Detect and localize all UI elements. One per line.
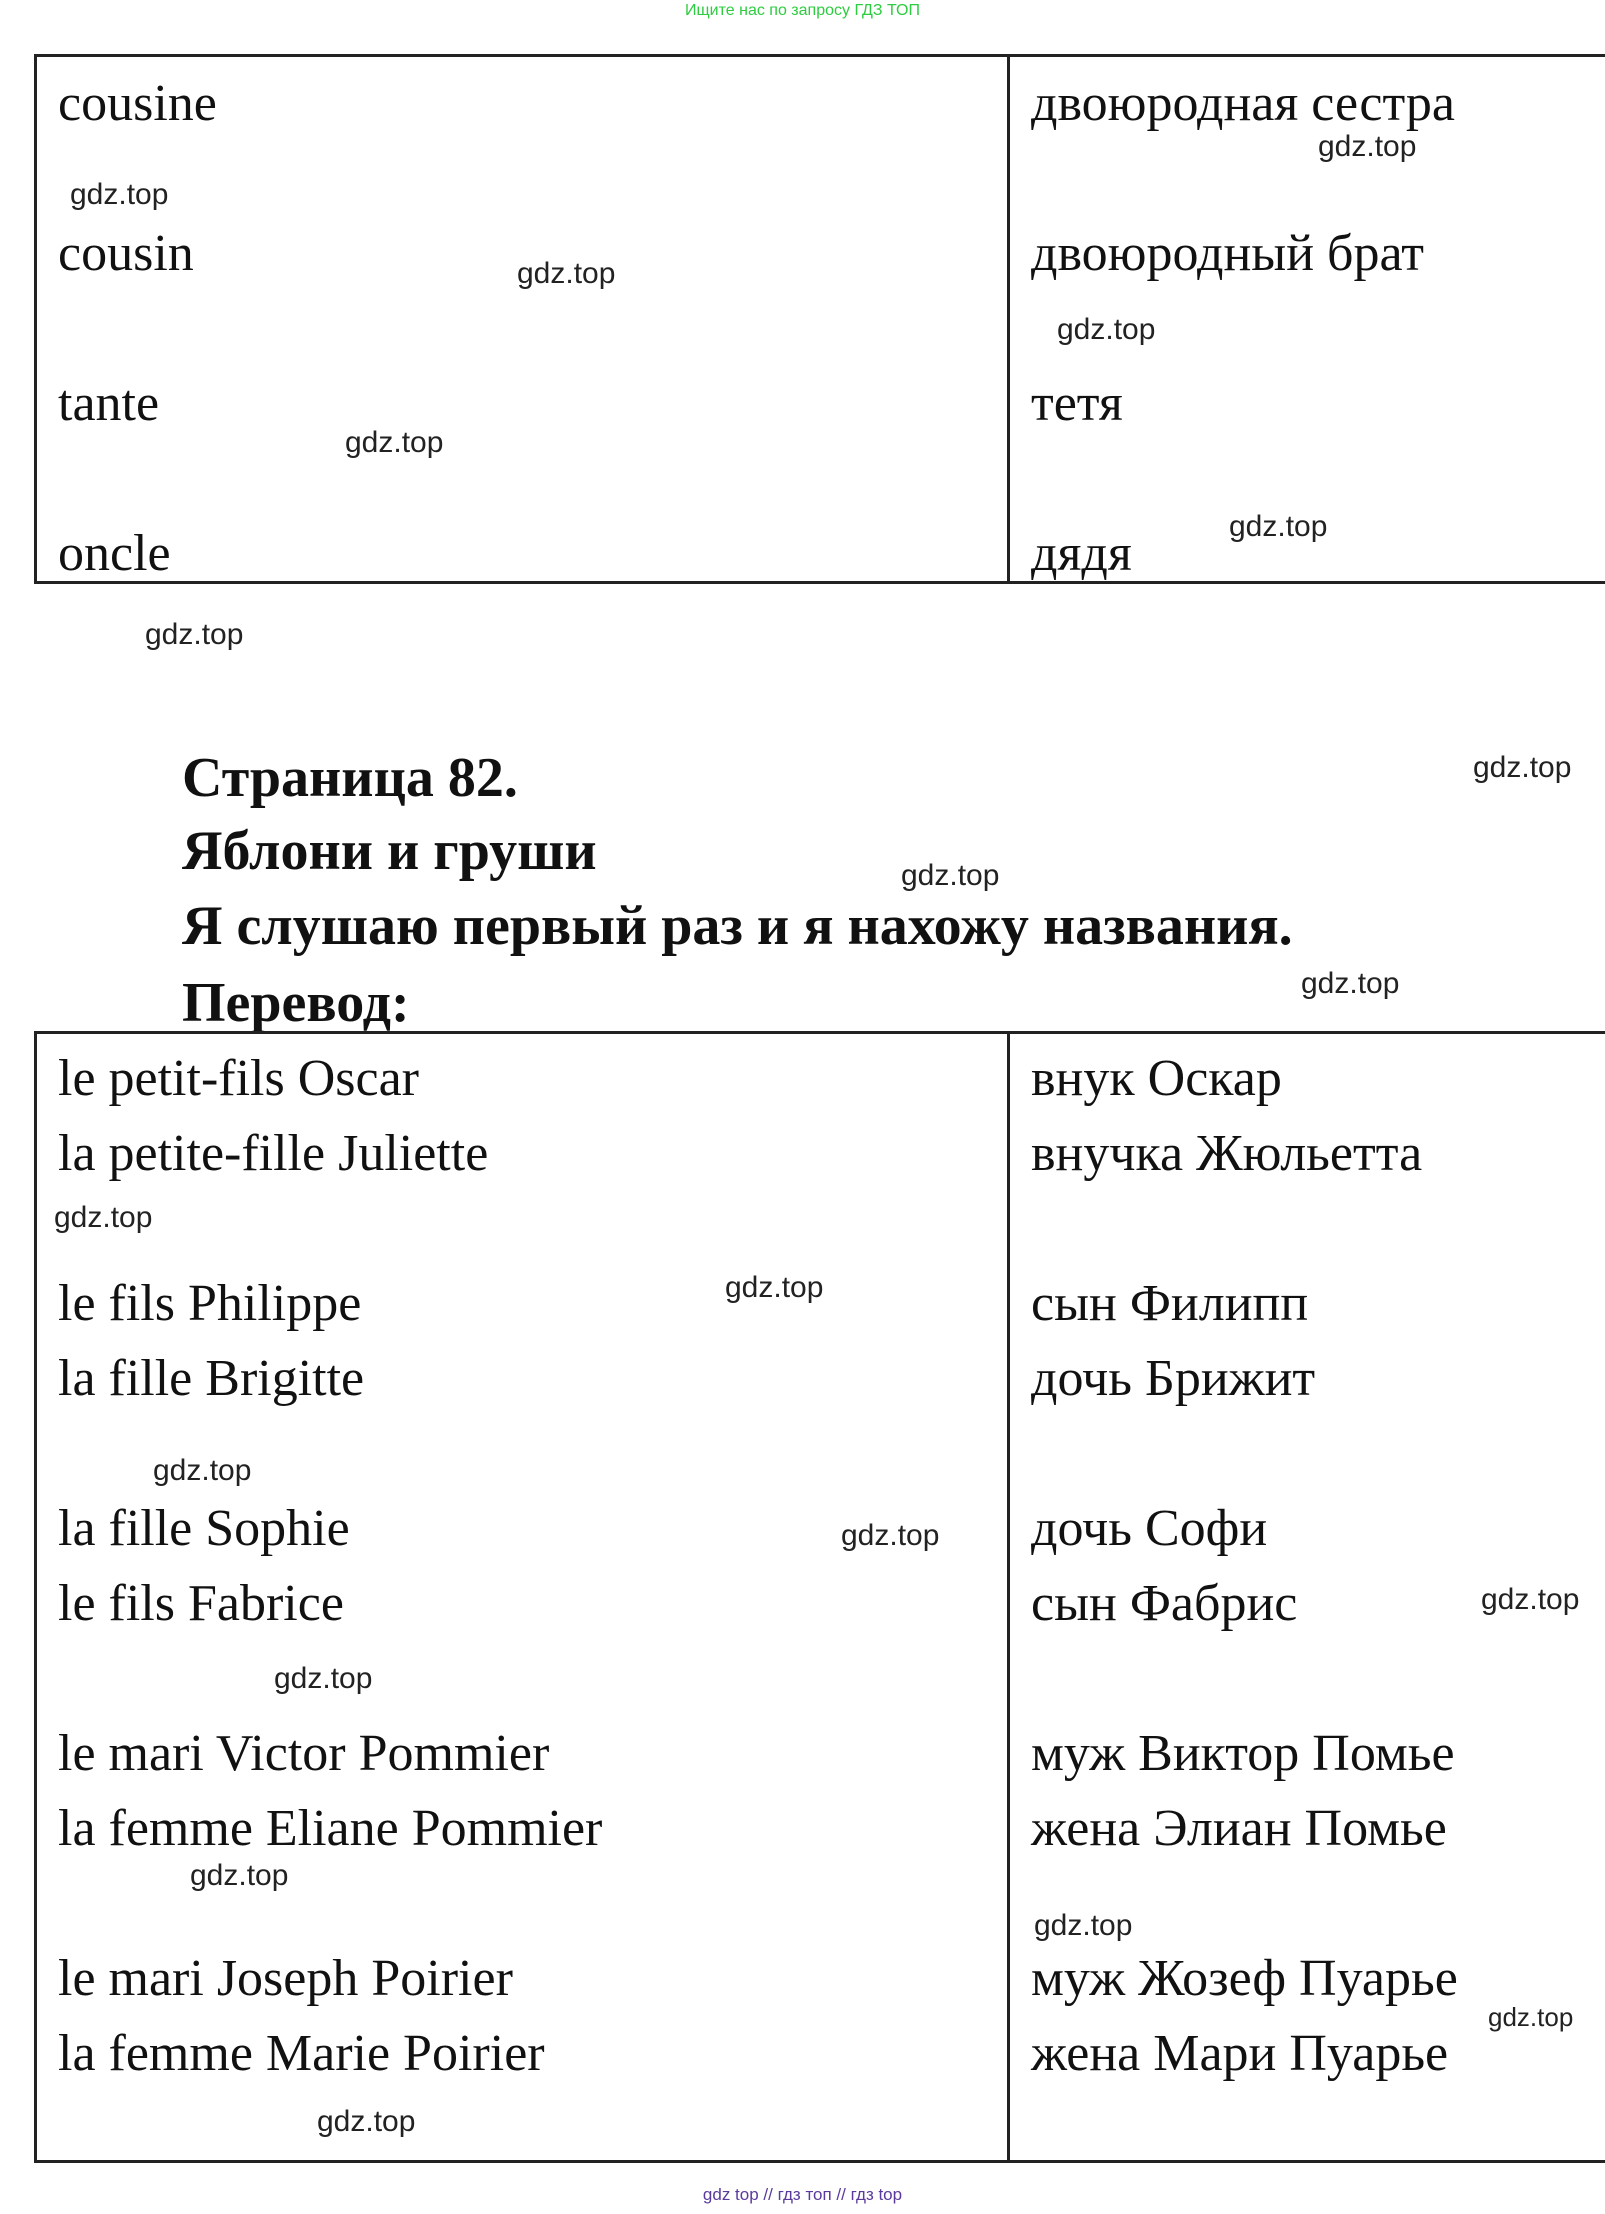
table-2-right-cell: дочь Брижит [1031,1350,1316,1407]
section-title: Яблони и груши [182,820,597,882]
watermark: gdz.top [70,178,169,211]
watermark: gdz.top [1488,2002,1574,2032]
exercise-instruction: Я слушаю первый раз и я нахожу названия. [182,895,1293,957]
table-2-left-cell: la fille Sophie [58,1500,350,1557]
watermark: gdz.top [274,1662,373,1695]
table-1-right-cell: тетя [1031,375,1123,432]
table-1-left-cell: tante [58,375,160,432]
table-2-left-cell: la femme Eliane Pommier [58,1800,603,1857]
table-2-right-cell: внучка Жюльетта [1031,1125,1423,1182]
watermark: gdz.top [1057,313,1156,346]
table-2-left-cell: le fils Fabrice [58,1575,344,1632]
table-2-left-cell: la femme Marie Poirier [58,2025,545,2082]
table-1-left-cell: oncle [58,525,171,582]
table-1-right-cell: двоюродная сестра [1031,75,1455,132]
watermark: gdz.top [517,257,616,290]
header-search-hint: Ищите нас по запросу ГДЗ ТОП [685,2,920,19]
watermark: gdz.top [1034,1909,1133,1942]
watermark: gdz.top [317,2105,416,2138]
watermark: gdz.top [145,618,244,651]
table-2-left-cell: le mari Joseph Poirier [58,1950,513,2007]
table-1-right-cell: двоюродный брат [1031,225,1424,282]
table-2-left-cell: le fils Philippe [58,1275,362,1332]
translation-label: Перевод: [182,972,410,1034]
watermark: gdz.top [1229,510,1328,543]
table-2-right-cell: жена Элиан Помье [1031,1800,1447,1857]
watermark: gdz.top [901,859,1000,892]
table-2-left-cell: le petit-fils Oscar [58,1050,419,1107]
watermark: gdz.top [190,1859,289,1892]
watermark: gdz.top [725,1271,824,1304]
watermark: gdz.top [153,1454,252,1487]
table-2-right-cell: муж Виктор Помье [1031,1725,1455,1782]
table-2-divider [1007,1031,1010,2163]
watermark: gdz.top [841,1519,940,1552]
watermark: gdz.top [1473,751,1572,784]
watermark: gdz.top [54,1201,153,1234]
page-number-heading: Страница 82. [182,747,518,809]
table-2-right-cell: муж Жозеф Пуарье [1031,1950,1458,2007]
table-2-right-cell: внук Оскар [1031,1050,1282,1107]
table-2-left-cell: le mari Victor Pommier [58,1725,550,1782]
table-2-right-cell: дочь Софи [1031,1500,1268,1557]
watermark: gdz.top [1481,1583,1580,1616]
table-1-right-cell: дядя [1031,525,1132,582]
table-2-right-cell: сын Фабрис [1031,1575,1298,1632]
table-1-left-cell: cousin [58,225,194,282]
table-1-divider [1007,54,1010,584]
watermark: gdz.top [1301,967,1400,1000]
table-2-left-cell: la petite-fille Juliette [58,1125,489,1182]
table-1-left-cell: cousine [58,75,217,132]
table-2-right-cell: жена Мари Пуарье [1031,2025,1449,2082]
watermark: gdz.top [1318,130,1417,163]
table-2-left-cell: la fille Brigitte [58,1350,365,1407]
watermark: gdz.top [345,426,444,459]
footer-note: gdz top // гдз топ // гдз top [702,2185,903,2204]
table-2-right-cell: сын Филипп [1031,1275,1309,1332]
